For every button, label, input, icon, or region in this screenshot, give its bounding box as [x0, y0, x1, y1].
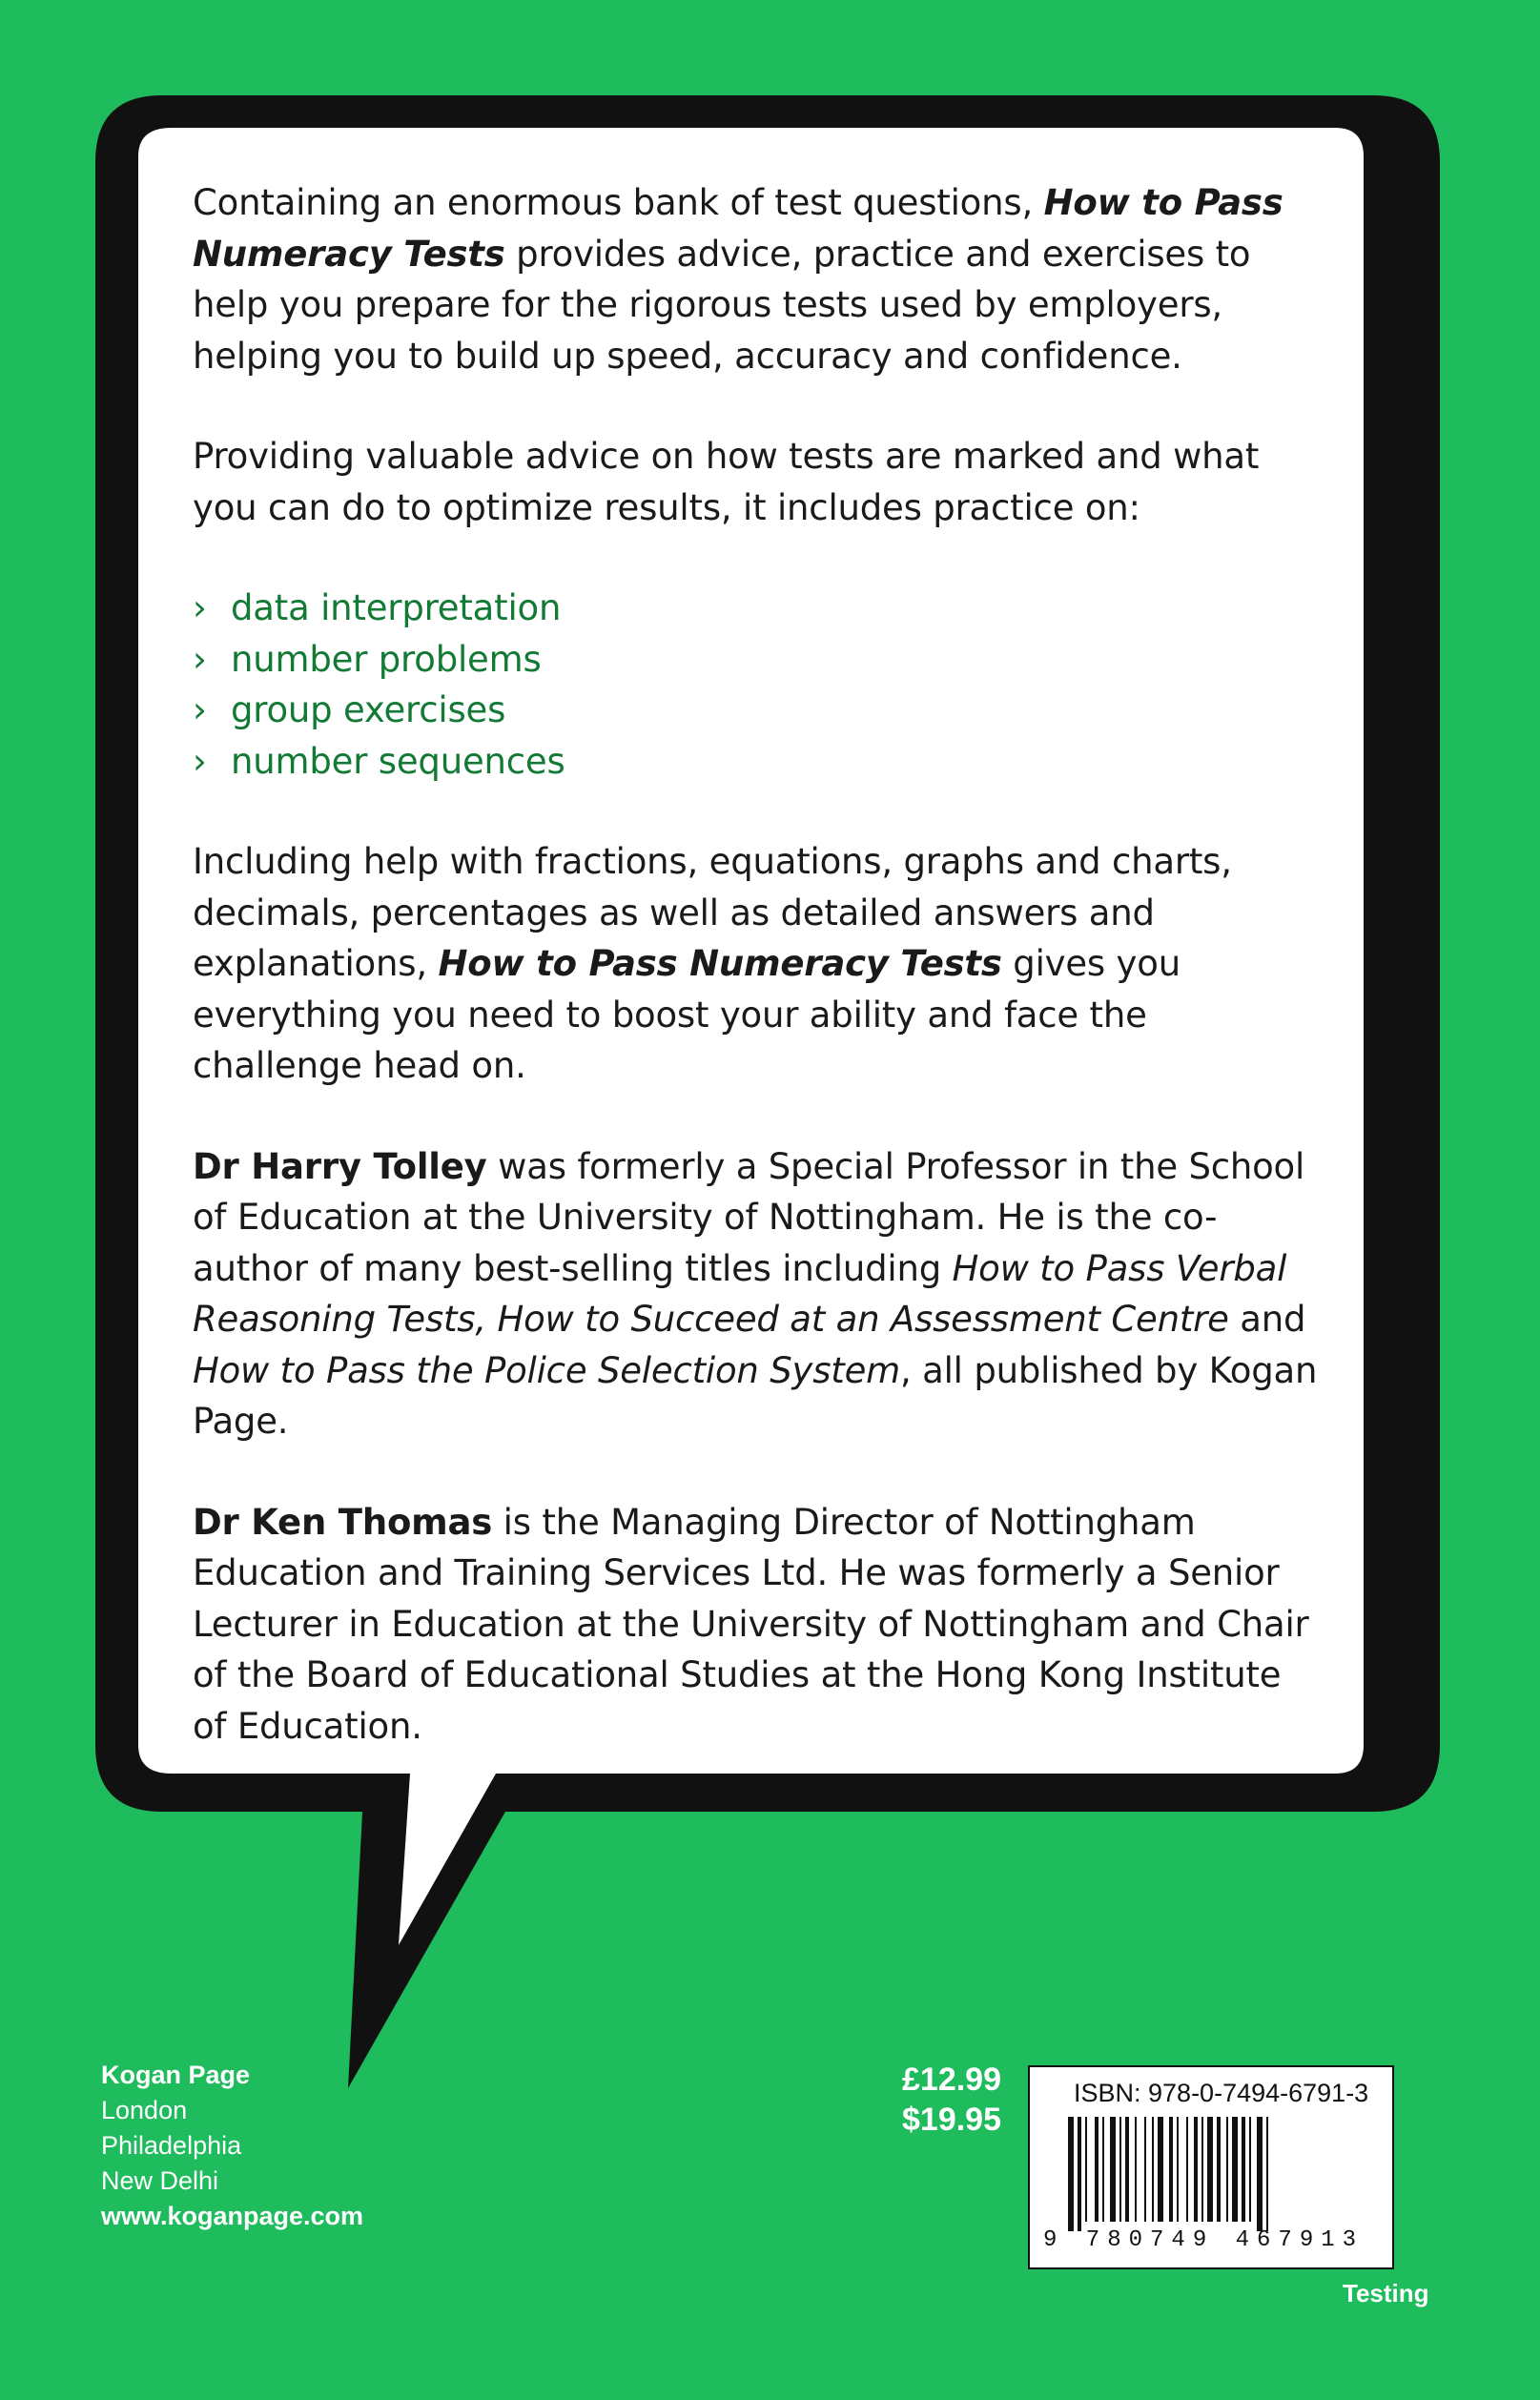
publisher-city: London — [101, 2096, 188, 2124]
barcode-bar — [1232, 2117, 1238, 2222]
barcode-digits: 9 780749 467913 — [1043, 2227, 1365, 2253]
blurb-text — [193, 177, 1318, 1801]
barcode-bar — [1186, 2117, 1188, 2222]
barcode-bar — [1169, 2117, 1173, 2222]
practice-paragraph: Providing valuable advice on how tests are marked and what you can do to optimize results, it includes practice on: — [193, 436, 1260, 528]
publisher-city: New Delhi — [101, 2166, 219, 2195]
intro-paragraph: Containing an enormous bank of test questions, How to Pass Numeracy Tests provides advice, practice and exercises to help you prepare for the rigorous tests used by employers, helping you to build up speed, accuracy and confidence. — [193, 182, 1283, 377]
barcode-bar — [1119, 2117, 1121, 2222]
barcode-bar — [1135, 2117, 1137, 2222]
topic-list — [193, 583, 1318, 787]
barcode-bar — [1201, 2117, 1203, 2222]
category-label: Testing — [1343, 2279, 1429, 2308]
price-usd: $19.95 — [902, 2102, 1001, 2138]
barcode-bar — [1217, 2117, 1221, 2222]
chevron-right-icon: › — [193, 638, 207, 680]
barcode-bar — [1102, 2117, 1104, 2222]
prices — [902, 2060, 1001, 2140]
price-gbp: £12.99 — [902, 2062, 1001, 2098]
barcode-bar — [1110, 2117, 1116, 2222]
author-bio-thomas: Dr Ken Thomas is the Managing Director of Nottingham Education and Training Services Ltd. He was formerly a Senior Lecturer in Education at the University of Nottingham and Chair of the Board of Educational Studies at the Hong Kong Institute of Education. — [193, 1501, 1309, 1747]
barcode-bar — [1078, 2117, 1081, 2231]
barcode-bar — [1068, 2117, 1074, 2231]
barcode-bar — [1177, 2117, 1179, 2222]
publisher-city: Philadelphia — [101, 2131, 242, 2160]
contents-paragraph: Including help with fractions, equations, graphs and charts, decimals, percentages as well as detailed answers and explanations, How to Pass Numeracy Tests gives you everything you need to boost your ability and face the challenge head on. — [193, 841, 1232, 1086]
barcode-bar — [1152, 2117, 1154, 2222]
barcode-bar — [1226, 2117, 1228, 2222]
publisher-info — [101, 2058, 363, 2234]
publisher-url: www.koganpage.com — [101, 2202, 364, 2230]
isbn-barcode-box — [1028, 2065, 1394, 2269]
barcode-bar — [1266, 2117, 1268, 2231]
barcode-bar — [1144, 2117, 1146, 2222]
chevron-right-icon: › — [193, 689, 207, 730]
barcode — [1066, 2117, 1362, 2231]
list-item: › data interpretation — [193, 583, 1318, 634]
barcode-bar — [1158, 2117, 1163, 2222]
barcode-bar — [1095, 2117, 1099, 2222]
barcode-bar — [1194, 2117, 1198, 2222]
chevron-right-icon: › — [193, 587, 207, 628]
barcode-bar — [1125, 2117, 1129, 2222]
barcode-bar — [1257, 2117, 1263, 2231]
author-bio-tolley: Dr Harry Tolley was formerly a Special Professor in the School of Education at the University of Nottingham. He is the co-author of many best-selling titles including How to Pass Verbal Reasoning Tests, How to Succeed at an Assessment Centre and How to Pass the Police Selection System, all published by Kogan Page. — [193, 1145, 1318, 1442]
barcode-bar — [1207, 2117, 1213, 2222]
chevron-right-icon: › — [193, 740, 207, 782]
publisher-name: Kogan Page — [101, 2061, 251, 2089]
isbn-label: ISBN: 978-0-7494-6791-3 — [1074, 2079, 1369, 2107]
barcode-bar — [1242, 2117, 1245, 2222]
barcode-bar — [1249, 2117, 1251, 2222]
barcode-bar — [1085, 2117, 1087, 2222]
list-item: › number sequences — [193, 736, 1318, 788]
list-item: › group exercises — [193, 685, 1318, 736]
list-item: › number problems — [193, 634, 1318, 686]
